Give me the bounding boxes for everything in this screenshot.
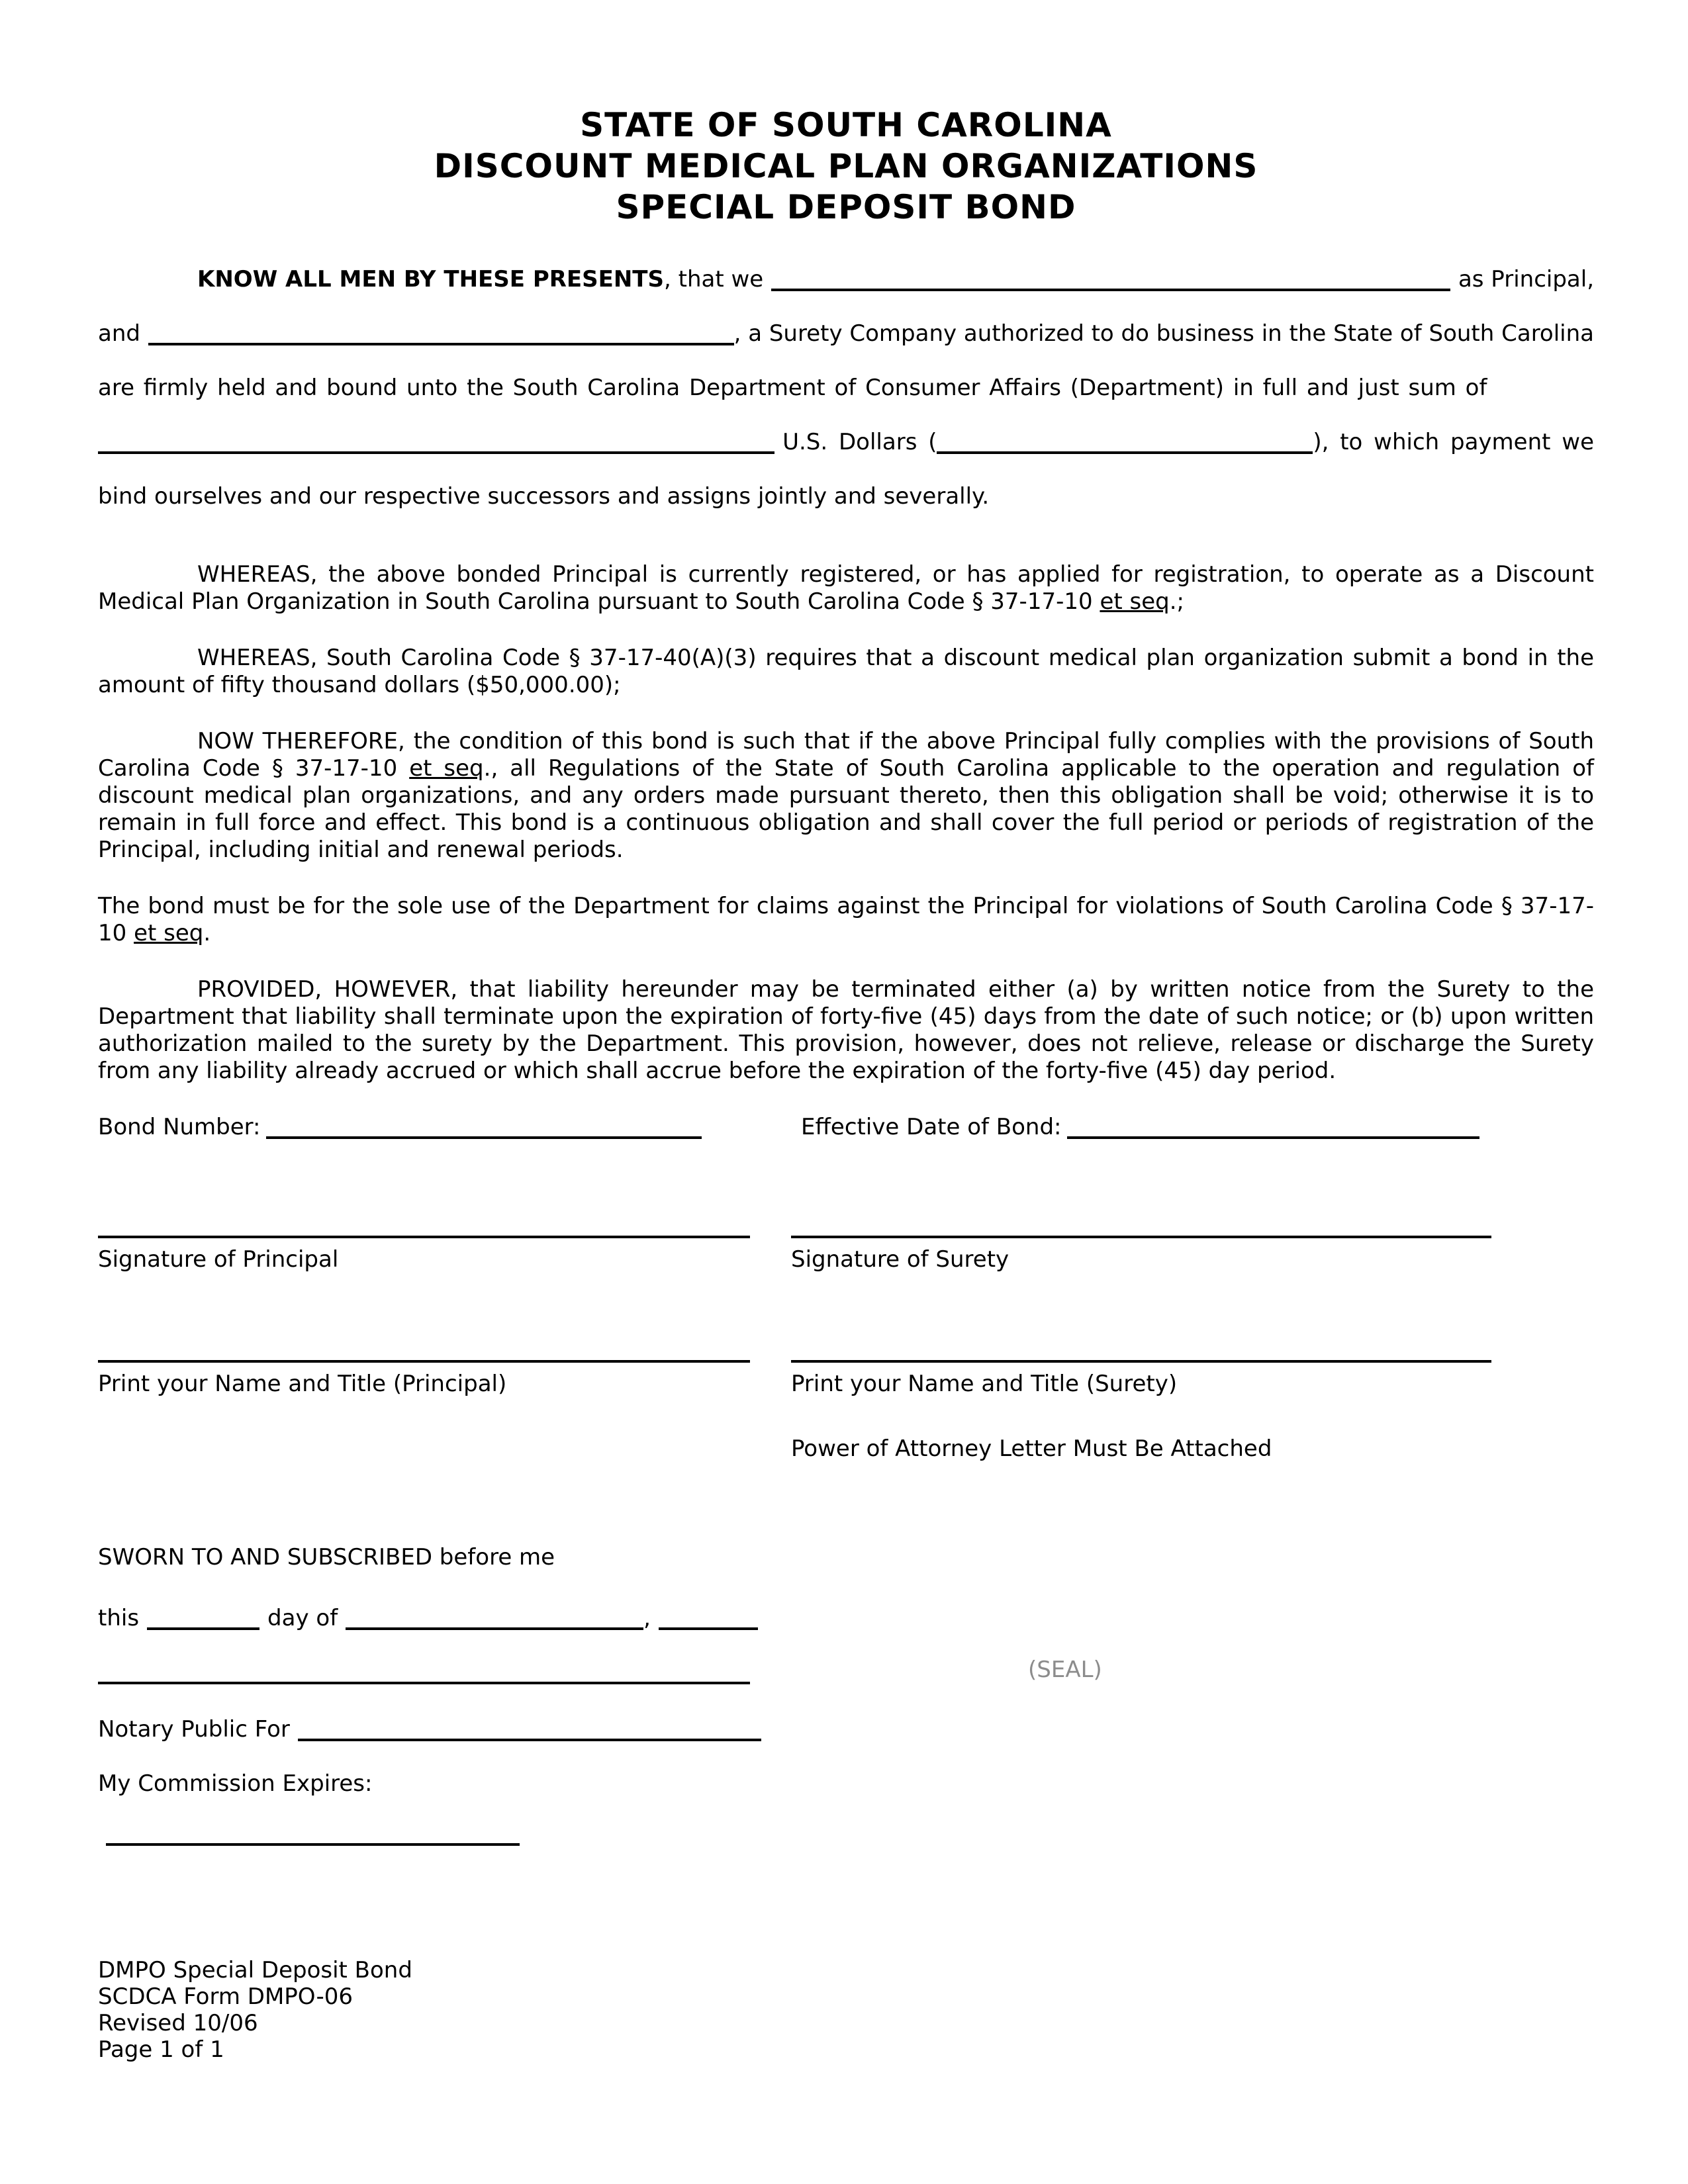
effective-date-field xyxy=(801,1114,1479,1140)
bound-clause-text: are firmly held and bound unto the South Carolina Department of Consumer Affairs (Department) in full and just sum of xyxy=(98,375,1487,401)
principal-print-label: Print your Name and Title (Principal) xyxy=(98,1371,507,1397)
bond-number-field xyxy=(98,1114,702,1140)
dollar-amount-words-blank xyxy=(98,446,774,454)
bond-number-blank xyxy=(266,1131,702,1139)
title-line-org: DISCOUNT MEDICAL PLAN ORGANIZATIONS xyxy=(434,147,1258,185)
surety-signature-label: Signature of Surety xyxy=(791,1246,1009,1273)
principal-print-column xyxy=(98,1360,750,1462)
bond-number-effective-date-row xyxy=(98,1109,1594,1140)
this-label: this xyxy=(98,1605,140,1631)
us-dollars-text: U.S. Dollars ( xyxy=(782,429,937,455)
intro-line-2 xyxy=(98,293,1594,347)
effective-date-label: Effective Date of Bond: xyxy=(801,1114,1062,1140)
document-title xyxy=(98,105,1594,228)
know-all-men-lead: KNOW ALL MEN BY THESE PRESENTS xyxy=(197,266,664,293)
commission-expires-blank xyxy=(106,1843,520,1846)
surety-signature-line xyxy=(791,1236,1491,1238)
provided-however-clause: PROVIDED, HOWEVER, that liability hereunder may be terminated either (a) by written notice from the Surety to the Department that liability shall terminate upon the expiration of forty-five (45) days from the date of such notice; or (b) upon written authorization mailed to the surety by the Department. This provision, however, does not relieve, release or discharge the Surety from any liability already accrued or which shall accrue before the expiration of the forty-five (45) day period. xyxy=(98,976,1594,1084)
that-we-text: , that we xyxy=(664,266,764,293)
sworn-statement: SWORN TO AND SUBSCRIBED before me xyxy=(98,1544,555,1570)
seal-placeholder: (SEAL) xyxy=(1028,1657,1102,1683)
soleuse-pre-text: The bond must be for the sole use of the Department for claims against the Principal for violations of South Carolina Code § 37-17-10 xyxy=(98,893,1594,946)
surety-print-line xyxy=(791,1360,1491,1363)
surety-clause-text: , a Surety Company authorized to do business in the State of South Carolina xyxy=(733,320,1594,347)
whereas-clause-2: WHEREAS, South Carolina Code § 37-17-40(A)(3) requires that a discount medical plan organization submit a bond in the amount of fifty thousand dollars ($50,000.00); xyxy=(98,645,1594,698)
notary-state-blank xyxy=(298,1733,761,1741)
whereas1-etseq-text: et seq xyxy=(1100,588,1170,615)
intro-line-1 xyxy=(98,238,1594,293)
day-of-label: day of xyxy=(267,1605,338,1631)
principal-name-blank xyxy=(771,283,1450,291)
signature-row xyxy=(98,1236,1594,1273)
comma-text: , xyxy=(643,1605,651,1631)
notary-signature-line xyxy=(98,1682,750,1684)
title-line-state: STATE OF SOUTH CAROLINA xyxy=(580,106,1112,144)
surety-print-label: Print your Name and Title (Surety) xyxy=(791,1371,1178,1397)
nowtherefore-pre-text: NOW THEREFORE, the condition of this bond is such that if the above Principal fully complies with the provisions of South Carolina Code § 37-17-10 xyxy=(98,728,1594,782)
dollar-amount-numeric-blank xyxy=(937,446,1313,454)
principal-signature-column xyxy=(98,1236,750,1273)
form-footer xyxy=(98,1957,1594,2063)
commission-expires-label: My Commission Expires: xyxy=(98,1770,373,1797)
as-principal-text: as Principal, xyxy=(1458,266,1594,293)
footer-form-name: DMPO Special Deposit Bond xyxy=(98,1957,412,1983)
soleuse-post-text: . xyxy=(203,920,211,946)
principal-signature-label: Signature of Principal xyxy=(98,1246,339,1273)
surety-name-blank xyxy=(148,338,734,345)
day-number-blank xyxy=(147,1622,259,1630)
bond-number-label: Bond Number: xyxy=(98,1114,261,1140)
bind-clause-text: bind ourselves and our respective successors and assigns jointly and severally. xyxy=(98,483,990,510)
intro-line-3 xyxy=(98,347,1594,401)
whereas1-post-text: .; xyxy=(1169,588,1184,615)
intro-line-5 xyxy=(98,455,1594,510)
month-blank xyxy=(346,1622,643,1630)
soleuse-etseq-text: et seq xyxy=(134,920,204,946)
whereas-clause-1 xyxy=(98,561,1594,615)
footer-revision: Revised 10/06 xyxy=(98,2010,258,2036)
title-line-bond: SPECIAL DEPOSIT BOND xyxy=(616,188,1076,226)
nowtherefore-post-text: ., all Regulations of the State of South Carolina applicable to the operation and regulation of discount medical plan organizations, and any orders made pursuant thereto, then this obligation shall be void; otherwise it is to remain in full force and effect. This bond is a continuous obligation and shall cover the full period or periods of registration of the Principal, including initial and renewal periods. xyxy=(98,755,1594,863)
notary-public-row xyxy=(98,1711,1594,1743)
power-of-attorney-note: Power of Attorney Letter Must Be Attached xyxy=(791,1435,1272,1462)
principal-signature-line xyxy=(98,1236,750,1238)
footer-page-number: Page 1 of 1 xyxy=(98,2036,224,2063)
footer-form-number: SCDCA Form DMPO-06 xyxy=(98,1983,353,2010)
and-text: and xyxy=(98,320,140,347)
whereas1-pre-text: WHEREAS, the above bonded Principal is currently registered, or has applied for registration, to operate as a Discount Medical Plan Organization in South Carolina pursuant to South Carolina Code § 37-17-10 xyxy=(98,561,1594,615)
year-blank xyxy=(659,1622,758,1630)
notary-signature-seal-row xyxy=(98,1655,1594,1684)
nowtherefore-etseq-text: et seq xyxy=(409,755,484,782)
payment-clause-text: ), to which payment we xyxy=(1313,429,1594,455)
now-therefore-clause xyxy=(98,728,1594,864)
notary-date-row xyxy=(98,1600,1594,1631)
surety-print-column xyxy=(791,1360,1491,1462)
intro-line-4 xyxy=(98,401,1594,455)
intro-paragraph xyxy=(98,238,1594,510)
print-name-row xyxy=(98,1360,1594,1462)
principal-print-line xyxy=(98,1360,750,1363)
notary-public-for-label: Notary Public For xyxy=(98,1716,290,1743)
sole-use-clause xyxy=(98,893,1594,947)
surety-signature-column xyxy=(791,1236,1491,1273)
effective-date-blank xyxy=(1067,1131,1479,1139)
